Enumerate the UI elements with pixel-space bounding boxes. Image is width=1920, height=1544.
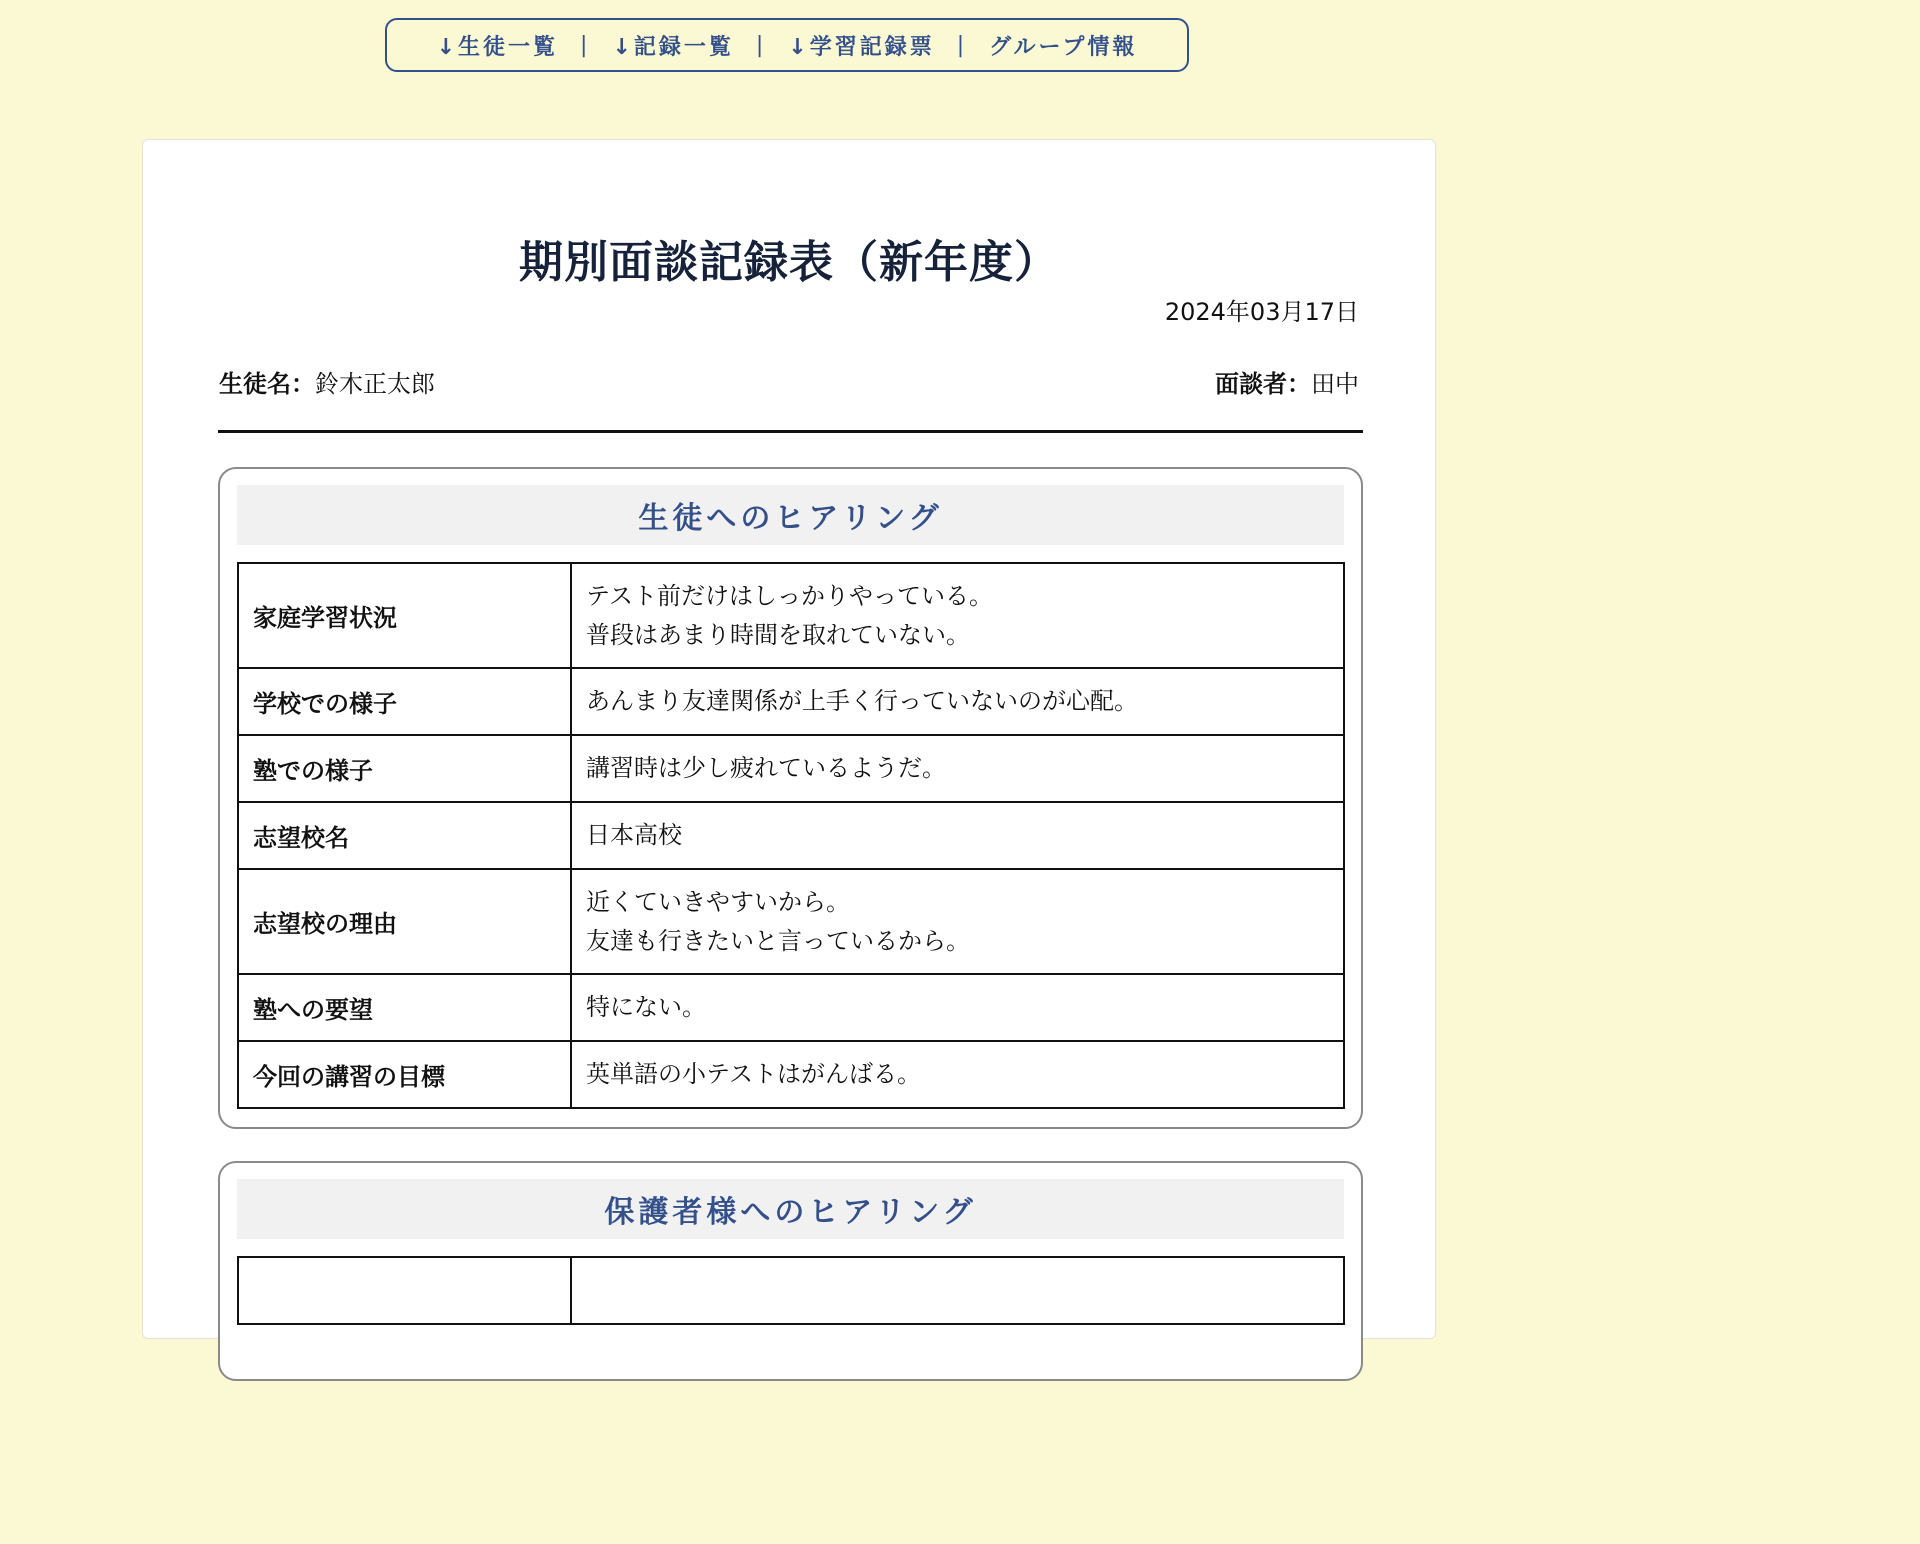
nav-record-list-link[interactable]: ↓記録一覧 [612, 34, 734, 60]
row-label: 家庭学習状況 [238, 563, 571, 668]
parent-hearing-heading: 保護者様へのヒアリング [237, 1179, 1344, 1239]
student-name: 鈴木正太郎 [315, 370, 435, 398]
row-value [571, 1257, 1344, 1324]
table-row [238, 668, 1344, 735]
nav-study-record-link[interactable]: ↓学習記録票 [788, 34, 935, 60]
top-navigation [385, 18, 1189, 72]
row-value [571, 802, 1344, 869]
row-label: 志望校の理由 [238, 869, 571, 974]
value-line: 英単語の小テストはがんばる。 [586, 1060, 922, 1088]
row-label: 今回の講習の目標 [238, 1041, 571, 1108]
nav-separator: | [580, 32, 591, 58]
value-line: 講習時は少し疲れているようだ。 [586, 754, 946, 782]
value-line: あんまり友達関係が上手く行っていないのが心配。 [586, 687, 1138, 715]
value-line: 日本高校 [586, 821, 682, 849]
nav-group-info-link[interactable]: グループ情報 [989, 34, 1138, 60]
row-value [571, 869, 1344, 974]
student-hearing-heading: 生徒へのヒアリング [237, 485, 1344, 545]
table-row [238, 1257, 1344, 1324]
nav-separator: | [755, 32, 767, 58]
interviewer-label: 面談者： [1215, 370, 1311, 398]
student-hearing-table [237, 562, 1345, 1109]
student-label: 生徒名： [219, 370, 315, 398]
value-line: テスト前だけはしっかりやっている。 [586, 581, 994, 610]
table-row [238, 869, 1344, 974]
row-label: 志望校名 [238, 802, 571, 869]
parent-hearing-section [218, 1161, 1363, 1381]
parent-hearing-table [237, 1256, 1345, 1325]
nav-separator: | [956, 32, 968, 58]
row-label: 学校での様子 [238, 668, 571, 735]
row-label: 塾への要望 [238, 974, 571, 1041]
table-row [238, 735, 1344, 802]
table-row [238, 974, 1344, 1041]
row-value [571, 1041, 1344, 1108]
record-card [142, 139, 1436, 1339]
interviewer-info [1215, 364, 1359, 399]
row-label [238, 1257, 571, 1324]
table-row [238, 802, 1344, 869]
student-hearing-section [218, 467, 1363, 1129]
table-row [238, 1041, 1344, 1108]
table-row [238, 563, 1344, 668]
value-line: 近くていきやすいから。 [586, 887, 850, 916]
row-label: 塾での様子 [238, 735, 571, 802]
row-value [571, 974, 1344, 1041]
value-line: 普段はあまり時間を取れていない。 [586, 620, 970, 649]
student-info [219, 364, 435, 399]
value-line: 特にない。 [586, 993, 706, 1021]
row-value [571, 668, 1344, 735]
row-value [571, 735, 1344, 802]
page-title: 期別面談記録表（新年度） [519, 237, 1059, 288]
value-line: 友達も行きたいと言っているから。 [586, 926, 970, 955]
nav-student-list-link[interactable]: ↓生徒一覧 [436, 34, 559, 60]
interviewer-name: 田中 [1311, 370, 1359, 398]
row-value [571, 563, 1344, 668]
record-date: 2024年03月17日 [1164, 298, 1359, 326]
header-divider [218, 430, 1363, 433]
